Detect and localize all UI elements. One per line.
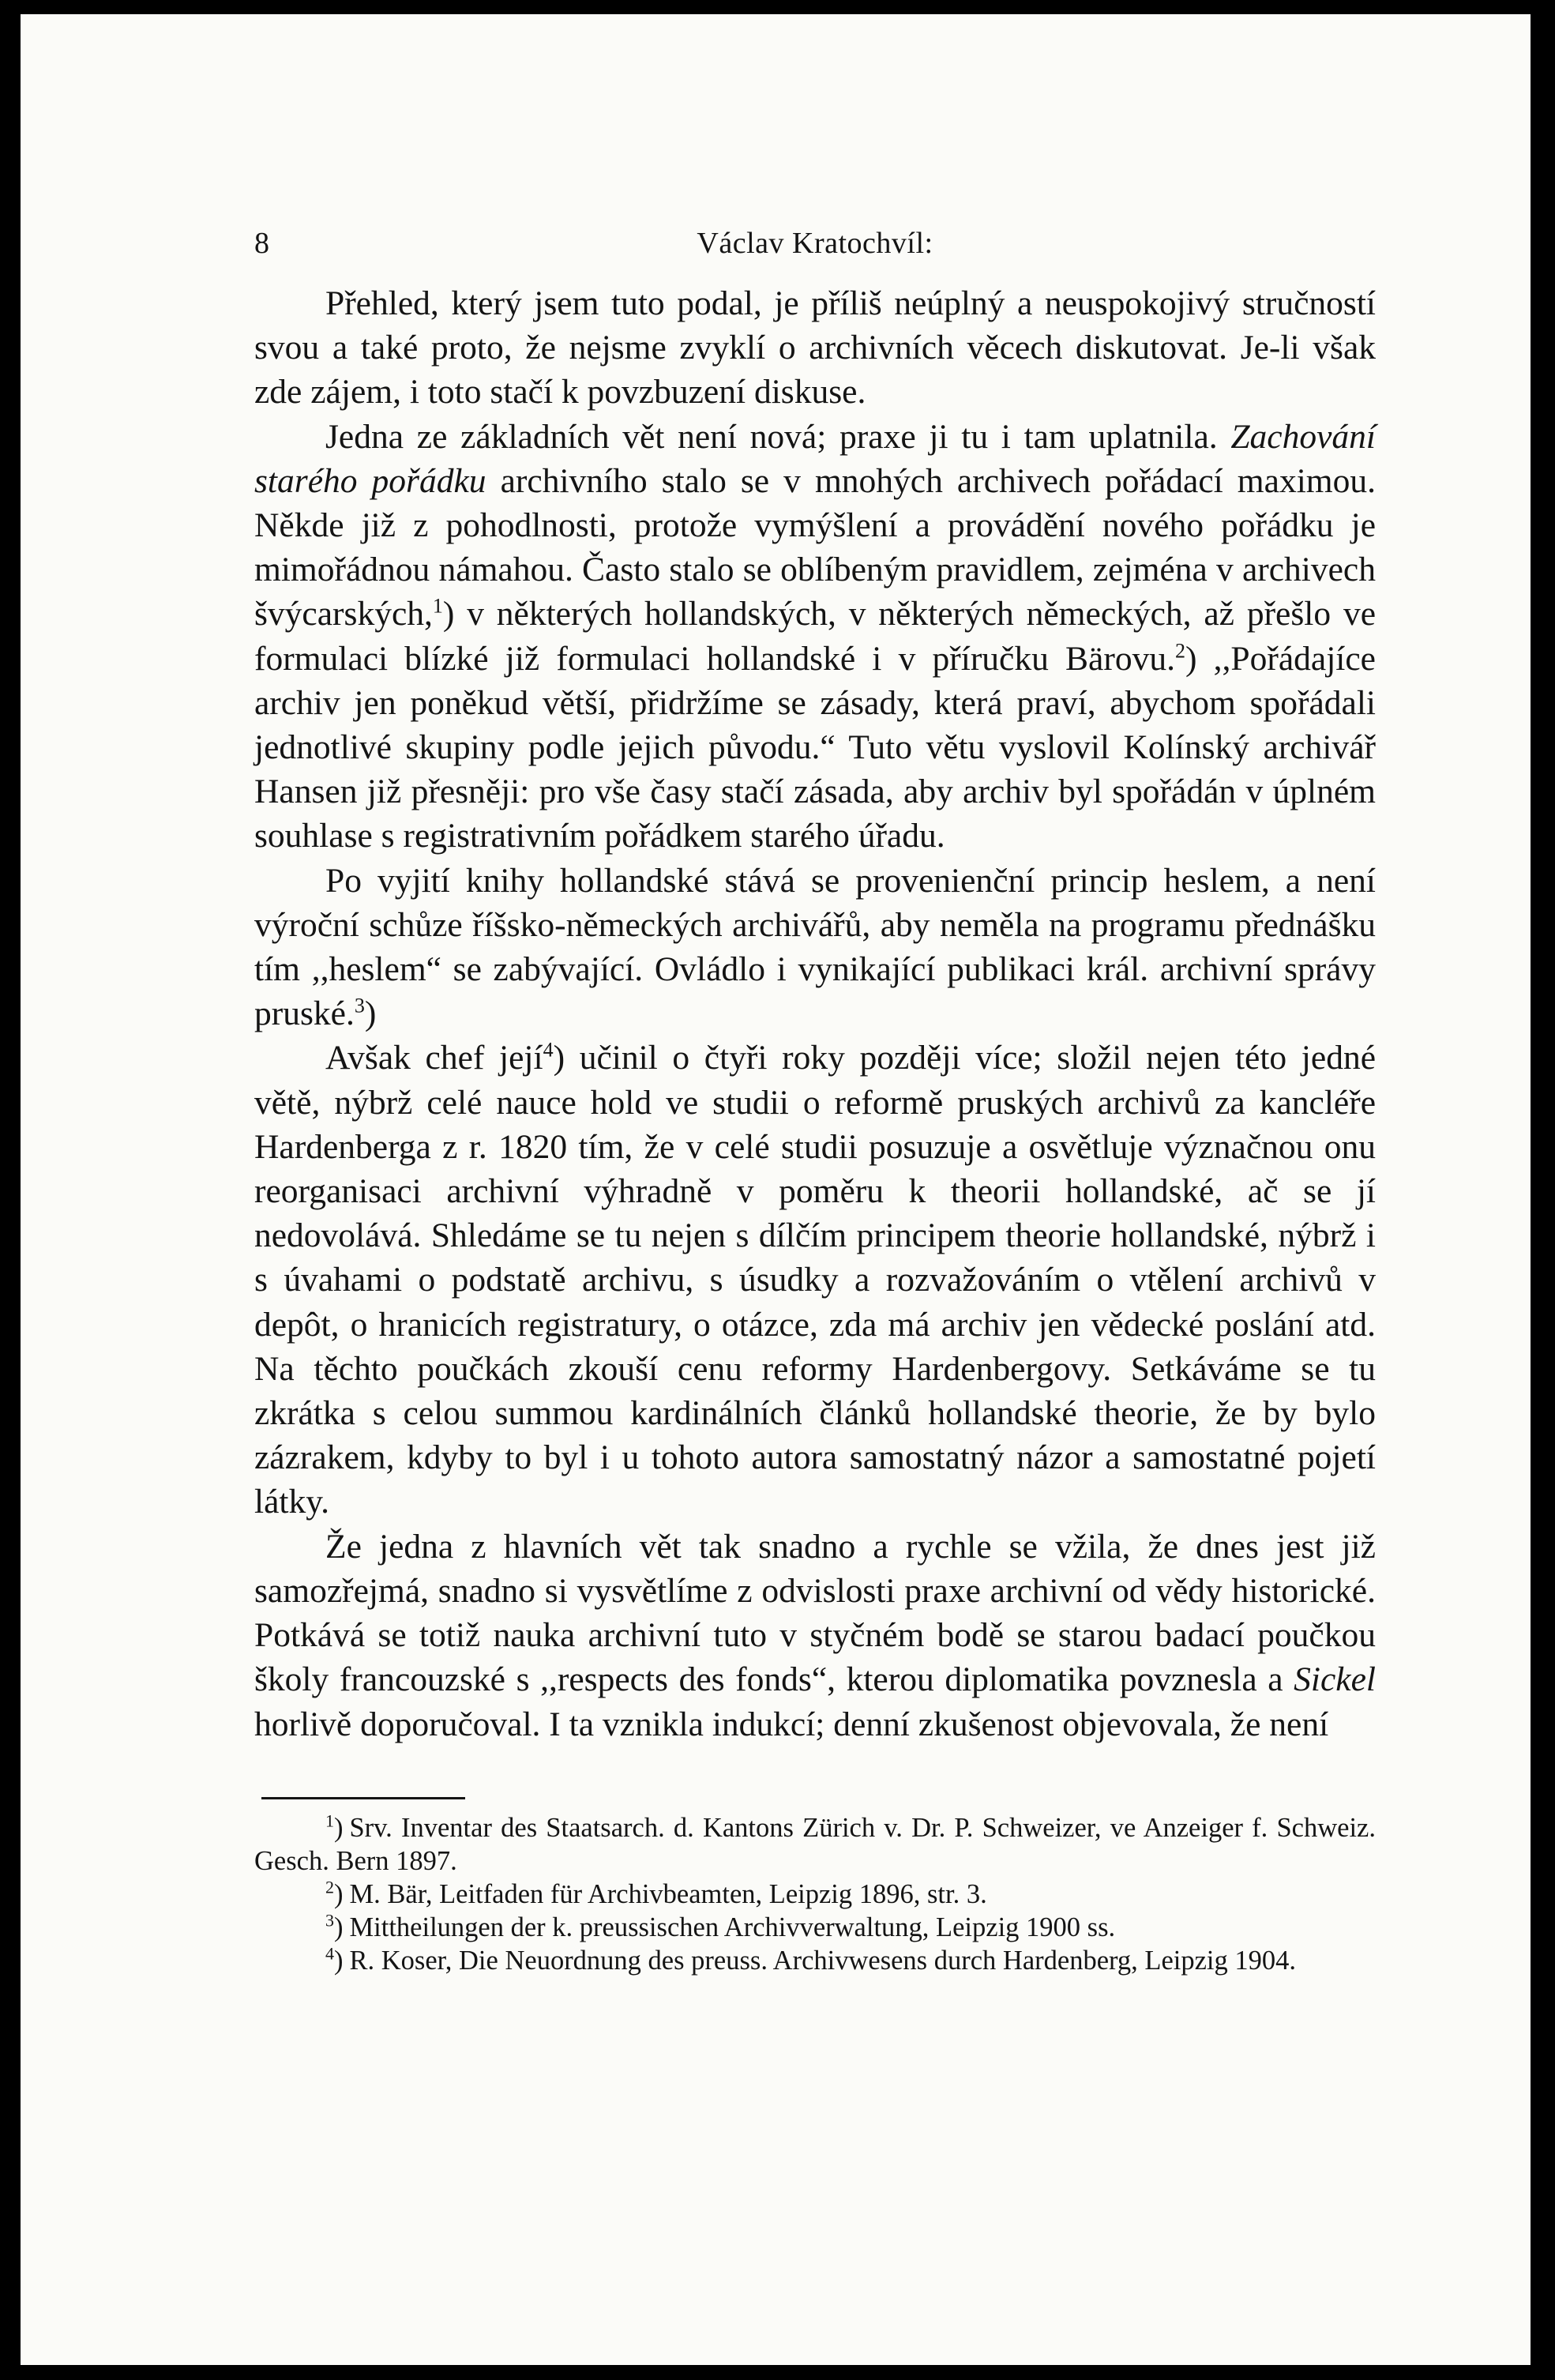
paragraph-2-text-a: Jedna ze základních vět není nová; praxe ji tu i tam uplatnila. <box>325 417 1218 456</box>
footnote-ref-4: 4 <box>543 1038 554 1062</box>
footnote-ref-3: 3 <box>354 994 365 1017</box>
paragraph-4-text-a: Avšak chef její <box>325 1039 543 1077</box>
footnote-3-text: Mittheilungen der k. preussischen Archivverwaltung, Leipzig 1900 ss. <box>349 1912 1116 1942</box>
footnote-3-mark: 3 <box>325 1910 334 1931</box>
emphasis-zachovani: Zachování starého pořádku <box>254 417 1376 500</box>
paragraph-5-text-b: horlivě doporučoval. I ta vznikla indukcí; denní zkušenost objevovala, že není <box>254 1705 1329 1743</box>
paragraph-5-text-a: Že jedna z hlavních vět tak snadno a rychle se vžila, že dnes jest již samozřejmá, snadno si vysvětlíme z odvislosti praxe archivní od vědy historické. Potkává se totiž nauka archivní tuto v styčném bodě se starou badací poučkou školy francouzské s ,,respects des fonds“, kterou diplomatika povznesla a <box>254 1527 1376 1699</box>
footnote-4: $^4$) R. Koser, Die Neuordnung des preuss. Archivwesens durch Hardenberg, Leipzig 1904. <box>325 1943 1296 1976</box>
footnote-3: $^3$) Mittheilungen der k. preussischen Archivverwaltung, Leipzig 1900 ss. <box>325 1910 1116 1942</box>
footnotes <box>254 1811 1376 1977</box>
paragraph-4-text-b: ) učinil o čtyři roky později více; složil nejen této jedné větě, nýbrž celé nauce hold ve studii o reformě pruských archivů za kancléře Hardenberga z r. 1820 tím, že v celé studii posuzuje a osvětluje význačnou onu reorganisaci archivní výhradně v poměru k theorii hollandské, ač se jí nedovolává. Shledáme se tu nejen s dílčím principem theorie hollandské, nýbrž i s úvahami o podstatě archivu, s úsudky a rozvažováním o vtělení archivů v depôt, o hranicích registratury, o otázce, zda má archiv jen vědecké poslání atd. Na těchto poučkách zkouší cenu reformy Hardenbergovy. Setkáváme se tu zkrátka s celou summou kardinálních článků hollandské theorie, že by bylo zázrakem, kdyby to byl i u tohoto autora samostatný názor a samostatné pojetí látky. <box>254 1039 1377 1521</box>
paragraph-1-text: Přehled, který jsem tuto podal, je příliš neúplný a neuspokojivý stručností svou a také proto, že nejsme zvyklí o archivních věcech diskutovat. Je-li však zde zájem, i toto stačí k povzbuzení diskuse. <box>254 284 1376 412</box>
footnote-2-mark: 2 <box>325 1877 334 1897</box>
footnote-1: $^1$) Srv. Inventar des Staatsarch. d. Kantons Zürich v. Dr. P. Schweizer, ve Anzeiger f. Schweiz. Gesch. Bern 1897. <box>254 1810 1376 1876</box>
paragraph-3-text-a: Po vyjití knihy hollandské stává se provenienční princip heslem, a není výroční schůze říšsko-německých archivářů, aby neměla na programu přednášku tím ,,heslem“ se zabývající. Ovládlo i vynikající publikaci král. archivní správy pruské. <box>254 861 1376 1033</box>
footnote-ref-1: 1 <box>432 594 443 618</box>
paragraph-5 <box>254 1525 1376 1746</box>
emphasis-sickel: Sickel <box>1294 1660 1376 1699</box>
footnote-4-text: R. Koser, Die Neuordnung des preuss. Archivwesens durch Hardenberg, Leipzig 1904. <box>349 1946 1296 1976</box>
page-number: 8 <box>254 227 269 260</box>
paragraph-2-text-c: ) v některých hollandských, v některých německých, až přešlo ve formulaci blízké již formulaci hollandské i v příručku Bärovu. <box>254 595 1376 678</box>
page-header <box>254 218 1376 265</box>
paragraph-2 <box>254 415 1376 859</box>
footnote-2: $^2$) M. Bär, Leitfaden für Archivbeamten, Leipzig 1896, str. 3. <box>325 1877 987 1909</box>
running-head: Václav Kratochvíl: <box>697 227 933 260</box>
footnote-1-mark: 1 <box>325 1810 334 1831</box>
book-page <box>21 14 1531 2365</box>
footnote-separator <box>261 1797 465 1799</box>
footnote-4-mark: 4 <box>325 1943 334 1964</box>
paragraph-4 <box>254 1036 1376 1524</box>
footnote-2-text: M. Bär, Leitfaden für Archivbeamten, Leipzig 1896, str. 3. <box>349 1879 987 1909</box>
paragraph-2-text-d: ) ,,Pořádajíce archiv jen poněkud větší, přidržíme se zásady, která praví, abychom spořádali jednotlivé skupiny podle jejich původu.“ Tuto větu vyslovil Kolínský archivář Hansen již přesněji: pro vše časy stačí zásada, aby archiv byl spořádán v úplném souhlase s registrativním pořádkem starého úřadu. <box>254 639 1376 855</box>
main-text <box>254 281 1376 1746</box>
paragraph-3-text-b: ) <box>364 994 377 1033</box>
footnote-ref-2: 2 <box>1174 639 1185 663</box>
footnote-1-text: Srv. Inventar des Staatsarch. d. Kantons Zürich v. Dr. P. Schweizer, ve Anzeiger f. Schweiz. Gesch. Bern 1897. <box>254 1813 1376 1876</box>
paragraph-3 <box>254 859 1376 1036</box>
paragraph-2-text-b: archivního stalo se v mnohých archivech pořádací maximou. Někde již z pohodlnosti, protože vymýšlení a provádění nového pořádku je mimořádnou námahou. Často stalo se oblíbeným pravidlem, zejména v archivech švýcarských, <box>254 461 1376 634</box>
paragraph-1 <box>254 281 1376 415</box>
